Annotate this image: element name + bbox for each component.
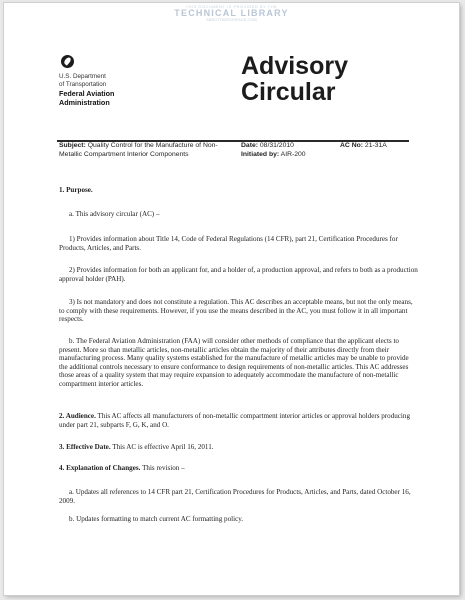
ac-number-label: AC No: (340, 142, 364, 149)
section-3-heading: 3. Effective Date. (59, 443, 111, 451)
initiated-value: AIR-200 (280, 150, 306, 158)
section-2 (59, 412, 419, 429)
section-3-text: This AC is effective April 16, 2011. (112, 443, 214, 451)
ac-number-value: 21-31A (364, 142, 387, 149)
subject-text: Quality Control for the Manufacture of Non-Metallic Compartment Interior Components (59, 142, 218, 158)
subject-label: Subject: (59, 142, 86, 149)
watermark (4, 4, 459, 22)
section-1b: b. The Federal Aviation Administration (FAA) will consider other methods of compliance that the applicant elects to present. More so than metallic articles, non-metallic articles obtain the majority of their attributes directly from their manufacturing process. Many quality systems established for the manufacture of metallic articles may be unable to provide the additional controls necessary to ensure conformance to design requirements of non-metallic articles. This AC addresses those areas of a quality system that may require expansion to adequately accommodate the manufacture of non-metallic compartment interior articles. (59, 337, 409, 388)
subject-block (59, 142, 234, 159)
section-1a-2: 2) Provides information for both an applicant for, and a holder of, a production approval, and refers to both as a production approval holder (PAH). (59, 266, 418, 283)
section-1a: a. This advisory circular (AC) – (69, 210, 160, 218)
agency-dept-line2: of Transportation (59, 81, 107, 88)
watermark-top: THIS DOCUMENT IS PROVIDED BY THE (185, 4, 278, 9)
document-page (4, 3, 459, 595)
agency-faa-line2: Administration (59, 98, 110, 107)
section-4 (59, 464, 419, 473)
date-label: Date: (241, 142, 258, 149)
section-4b: b. Updates formatting to match current AC formatting policy. (69, 515, 244, 523)
title-line2: Circular (241, 78, 336, 106)
section-1a-3: 3) Is not mandatory and does not constitute a regulation. This AC describes an acceptable means, but not the only means, to comply with these requirements. However, if you use the means described in the AC, you must follow it in all important respects. (59, 298, 413, 324)
date-block (241, 142, 306, 159)
watermark-url: ABBOTTAEROSPACE.COM (206, 17, 257, 22)
section-4a: a. Updates all references to 14 CFR part 21, Certification Procedures for Products, Articles, and Parts, dated October 16, 2009. (59, 488, 411, 505)
watermark-title: TECHNICAL LIBRARY (174, 8, 289, 18)
section-4-text: This revision – (142, 464, 185, 472)
title-line1: Advisory (241, 52, 348, 80)
document-title (241, 53, 348, 105)
section-1a-1: 1) Provides information about Title 14, Code of Federal Regulations (14 CFR), part 21, Certification Procedures for Products, Articles, and Parts. (59, 235, 398, 252)
section-2-text: This AC affects all manufacturers of non-metallic compartment interior articles or approval holders producing under part 21, subparts F, G, K, and O. (59, 412, 410, 429)
agency-faa-line1: Federal Aviation (59, 89, 115, 98)
initiated-label: Initiated by: (241, 150, 280, 158)
section-4-heading: 4. Explanation of Changes. (59, 464, 141, 472)
section-3 (59, 443, 419, 452)
section-1-heading: 1. Purpose. (59, 186, 93, 194)
section-2-heading: 2. Audience. (59, 412, 96, 420)
ac-number-block (340, 142, 387, 151)
dot-logo-icon (61, 55, 74, 68)
agency-dept-line1: U.S. Department (59, 73, 106, 80)
date-value: 08/31/2010 (259, 142, 294, 149)
agency-block (59, 73, 114, 107)
